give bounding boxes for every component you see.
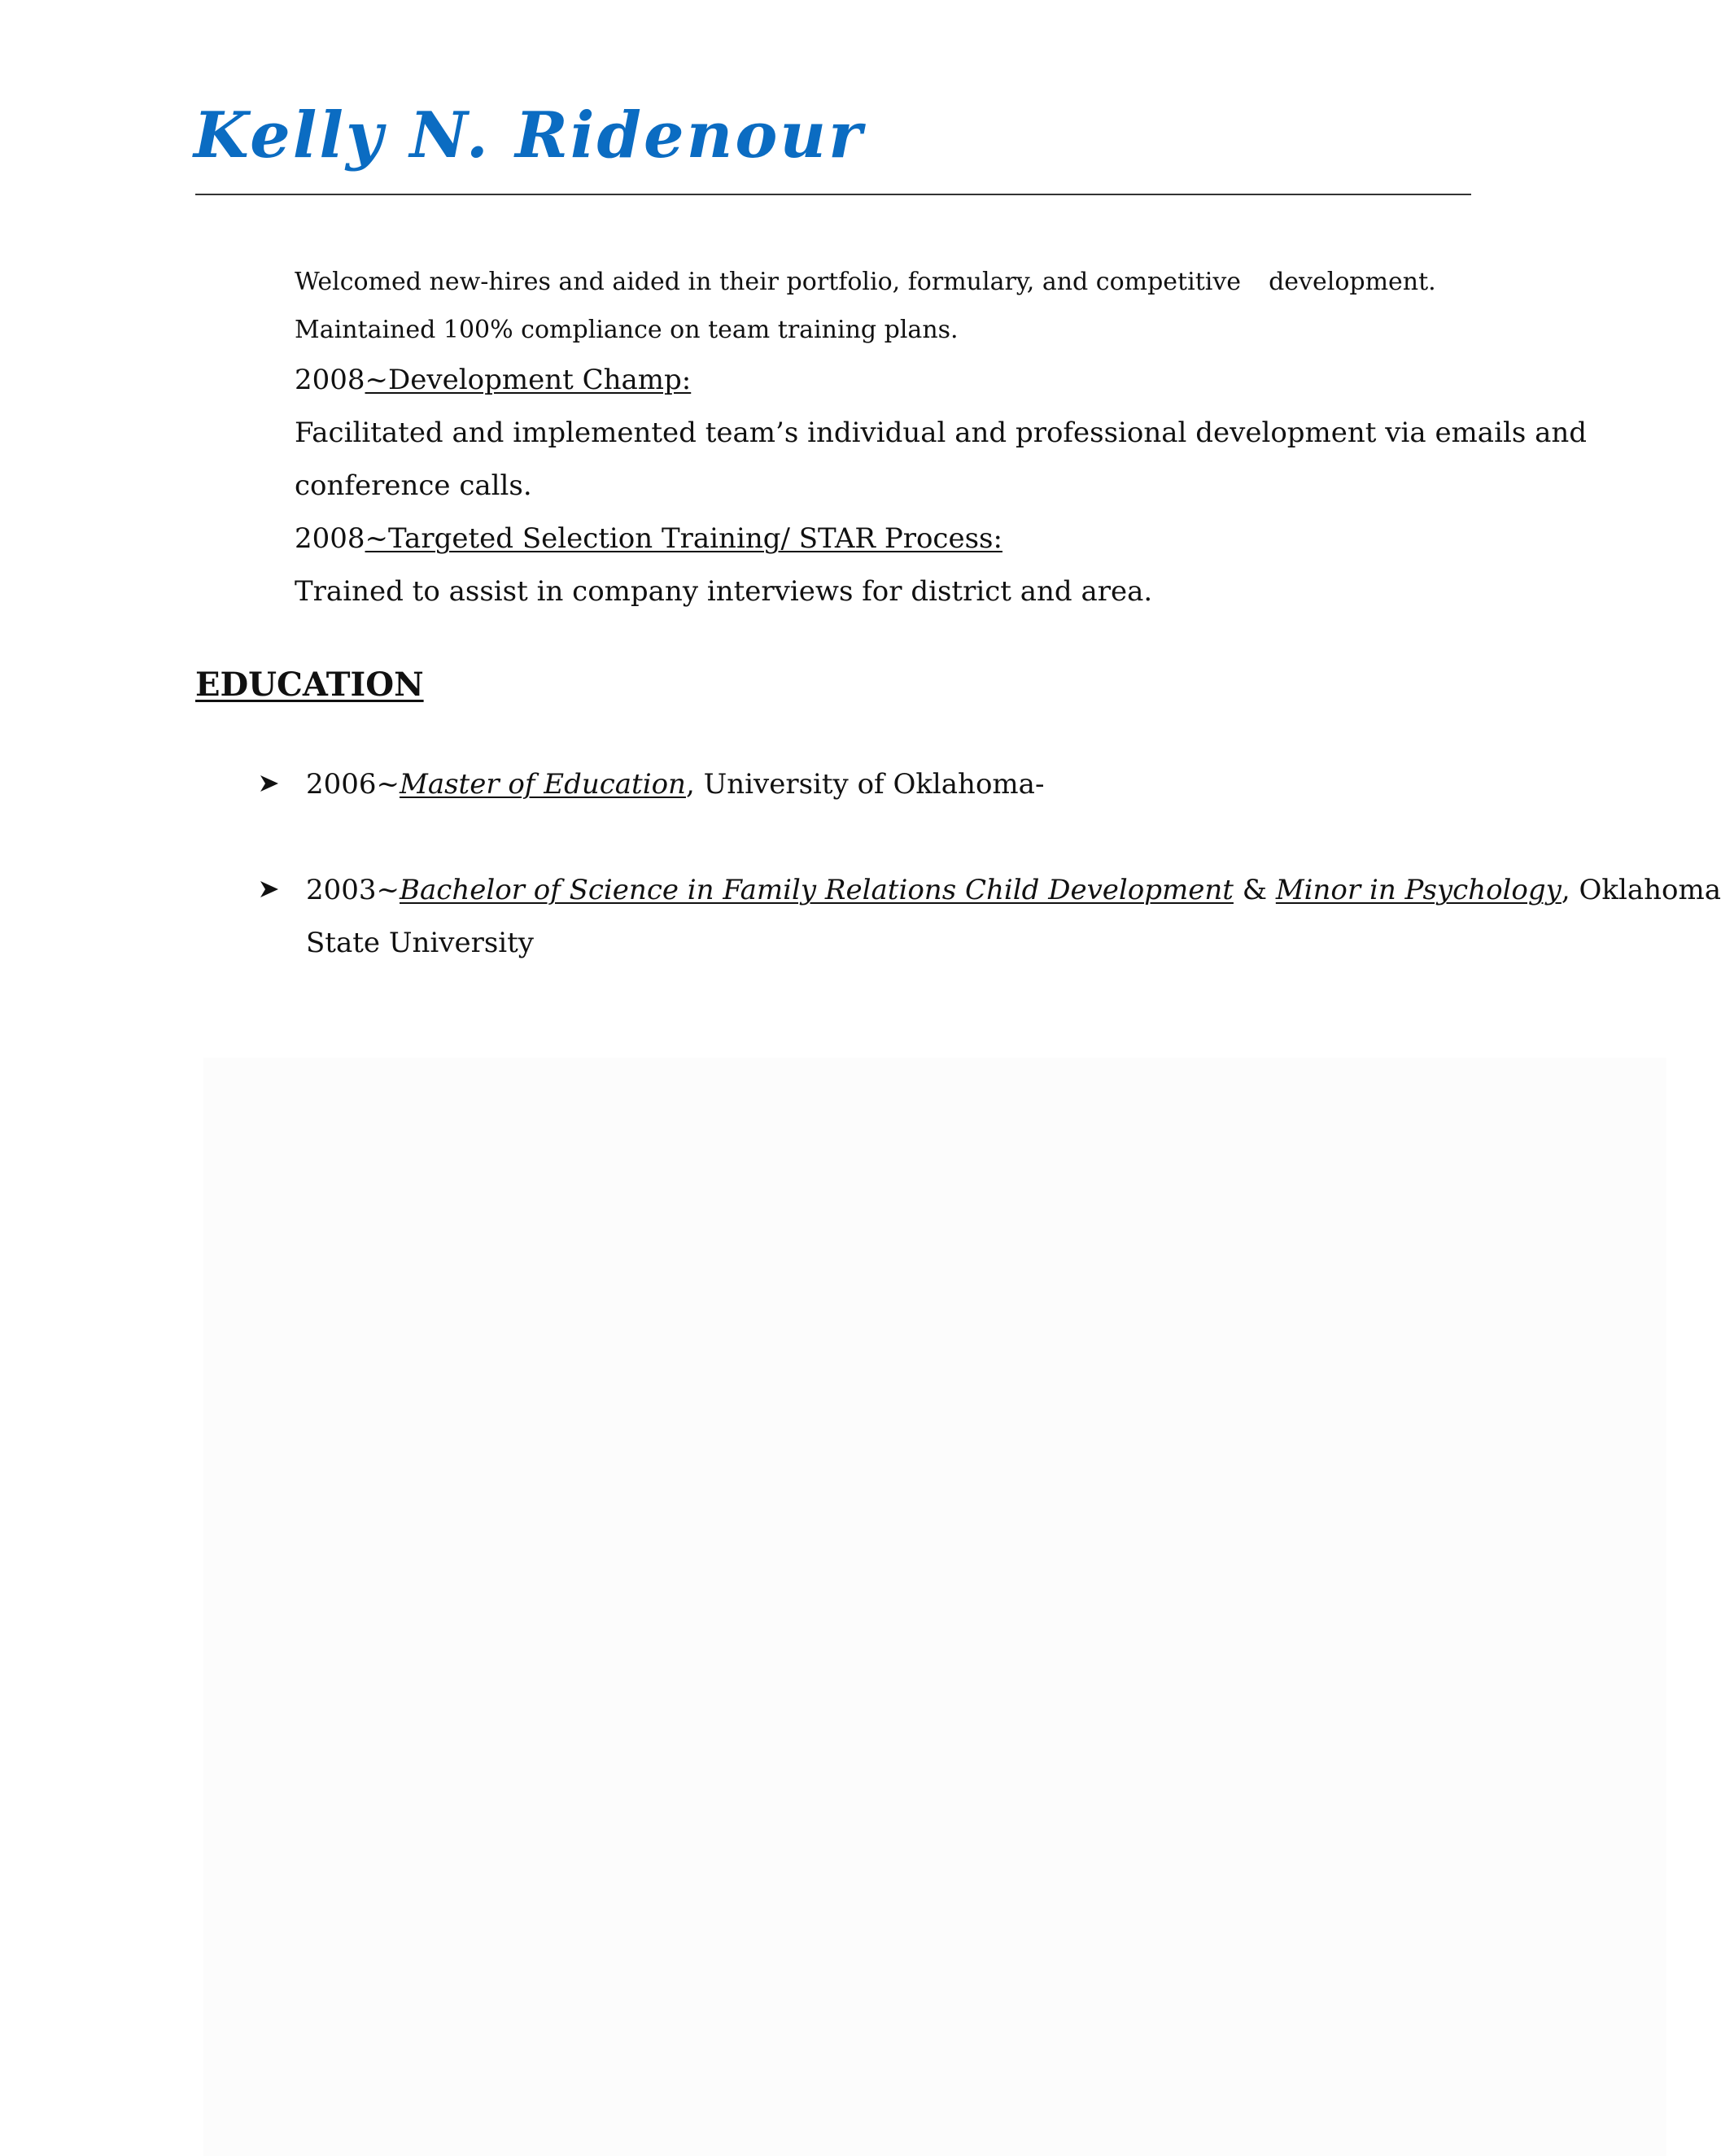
education-entry-2-minor: Minor in Psychology (1275, 874, 1562, 906)
experience-item-2-title: ~Targeted Selection Training/ STAR Process: (365, 522, 1002, 555)
education-entry-2 (306, 876, 1721, 904)
experience-item-1-title: ~Development Champ: (365, 364, 692, 396)
education-entry-1 (306, 768, 1045, 801)
education-entry-1-degree: Master of Education (400, 768, 686, 801)
experience-item-1-heading (295, 366, 691, 394)
page-background (203, 1058, 1666, 2156)
education-entry-2-school-line-2: State University (306, 927, 535, 959)
arrow-bullet-icon (259, 879, 280, 900)
experience-item-2-year: 2008 (295, 522, 365, 555)
education-entry-2-ampersand: & (1233, 874, 1276, 906)
resume-name: Kelly N. Ridenour (194, 98, 865, 172)
education-entry-2-degree: Bachelor of Science in Family Relations Child Development (400, 874, 1234, 906)
experience-item-1-desc-line-2: conference calls. (295, 469, 532, 502)
education-entry-2-year: 2003~ (306, 874, 400, 906)
education-entry-1-school: , University of Oklahoma- (685, 768, 1045, 801)
experience-line-2: Maintained 100% compliance on team training plans. (295, 316, 959, 344)
experience-line-1-text: Welcomed new-hires and aided in their portfolio, formulary, and competitive (295, 268, 1242, 296)
experience-item-1-desc-line-1: Facilitated and implemented team’s individual and professional development via emails and (295, 417, 1588, 449)
education-entry-1-year: 2006~ (306, 768, 400, 801)
experience-item-2-heading (295, 522, 1002, 555)
education-entry-2-school: , Oklahoma (1561, 874, 1721, 906)
education-heading: EDUCATION (195, 666, 424, 704)
experience-line-1 (295, 270, 1436, 295)
arrow-bullet-icon (259, 773, 280, 794)
header-divider (195, 194, 1471, 195)
experience-item-2-desc: Trained to assist in company interviews for district and area. (295, 575, 1153, 608)
experience-line-1-end: development. (1269, 268, 1436, 296)
experience-item-1-year: 2008 (295, 364, 365, 396)
